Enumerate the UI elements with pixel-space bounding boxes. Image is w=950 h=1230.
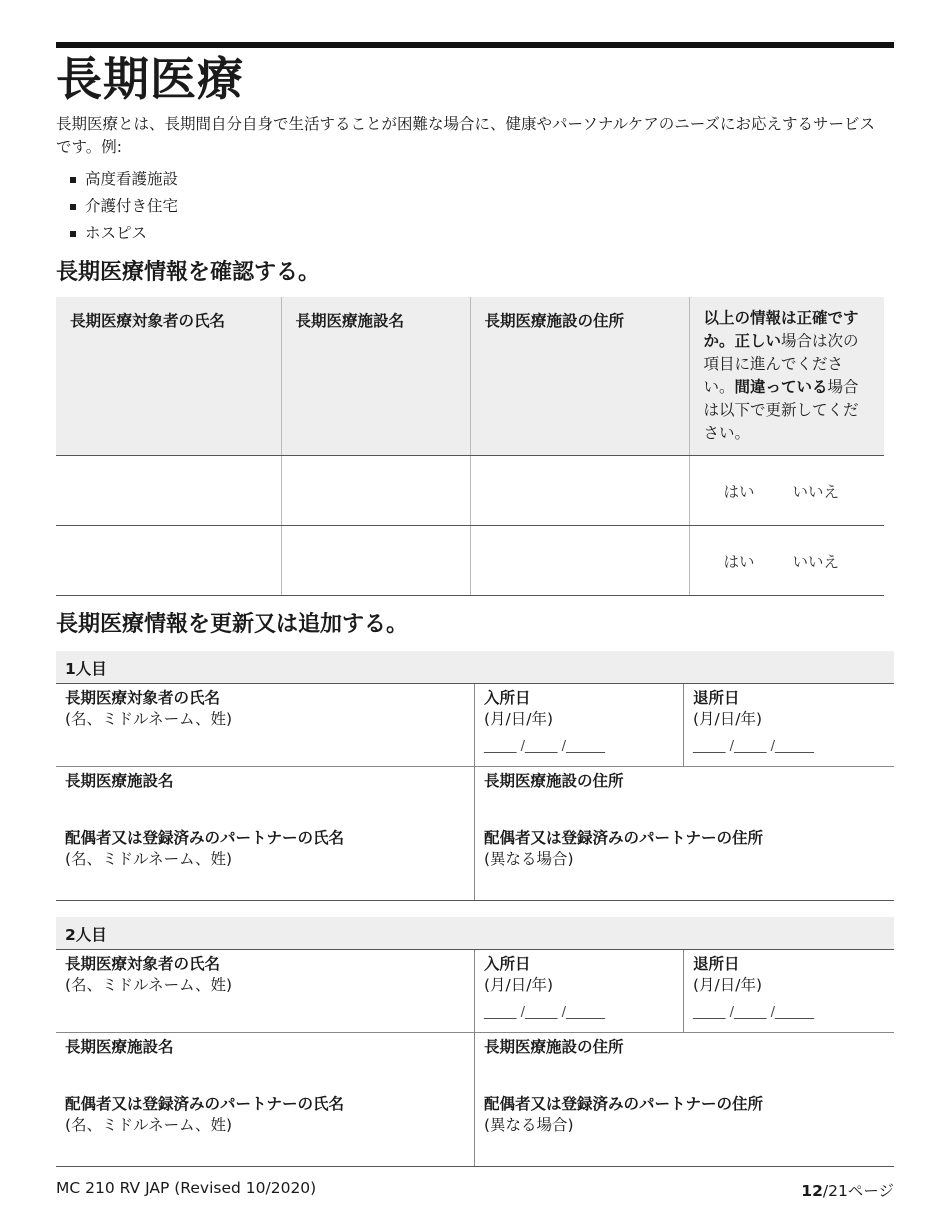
confirm-text-1: 場合は次の項目に進んでください。 [703,332,859,396]
facility-name-field[interactable] [56,767,475,824]
person-label: 2人目 [56,917,894,950]
field-label: 退所日 [693,689,740,707]
field-hint: (名、ミドルネーム、姓) [65,1116,233,1134]
admission-date-field[interactable] [475,684,684,766]
person-label: 1人目 [56,651,894,684]
column-header: 長期医療施設の住所 [470,297,689,456]
person-block-1 [56,651,894,901]
yes-no-cell [689,456,884,526]
field-label: 配偶者又は登録済みのパートナーの住所 [484,1095,764,1113]
discharge-date-field[interactable] [684,684,894,766]
update-heading: 長期医療情報を更新又は追加する。 [56,612,409,637]
list-item: ホスピス [70,220,178,247]
field-hint: (異なる場合) [484,850,574,868]
field-hint: (名、ミドルネーム、姓) [65,710,233,728]
field-label: 長期医療施設の住所 [484,772,624,790]
date-blank: _____ /_____ /______ [693,739,815,754]
yes-option[interactable]: はい [723,552,755,571]
field-hint: (月/日/年) [693,710,763,728]
name-cell[interactable] [56,456,281,526]
confirm-bold-2: 間違っている [734,378,828,396]
facility-name-field[interactable] [56,1033,475,1090]
yes-no-cell [689,526,884,596]
column-header: 長期医療施設名 [281,297,470,456]
spouse-name-field[interactable] [56,1090,475,1167]
no-option[interactable]: いいえ [792,482,840,501]
form-id: MC 210 RV JAP (Revised 10/2020) [56,1179,317,1197]
facility-name-cell[interactable] [281,526,470,596]
field-hint: (名、ミドルネーム、姓) [65,976,233,994]
facility-address-field[interactable] [475,767,894,824]
field-label: 長期医療対象者の氏名 [65,955,221,973]
no-option[interactable]: いいえ [792,552,840,571]
page-title: 長期医療 [56,52,244,106]
review-table [56,297,884,596]
list-item: 高度看護施設 [70,166,178,193]
field-label: 入所日 [484,955,531,973]
field-label: 配偶者又は登録済みのパートナーの氏名 [65,1095,345,1113]
page-current: 12 [801,1182,823,1200]
table-row [56,456,884,526]
spouse-address-field[interactable] [475,824,894,900]
confirm-text-2: 場合は以下で更新してください。 [703,378,859,442]
person-name-field[interactable] [56,950,475,1032]
column-header-confirm [689,297,884,456]
field-label: 配偶者又は登録済みのパートナーの住所 [484,829,764,847]
page-total: /21ページ [822,1182,894,1200]
page-number [801,1179,894,1201]
column-header: 長期医療対象者の氏名 [56,297,281,456]
example-list [70,166,178,247]
list-item: 介護付き住宅 [70,193,178,220]
field-label: 長期医療施設の住所 [484,1038,624,1056]
spouse-name-field[interactable] [56,824,475,900]
page-footer [56,1166,894,1201]
date-blank: _____ /_____ /______ [484,739,606,754]
field-hint: (月/日/年) [693,976,763,994]
table-row [56,526,884,596]
field-hint: (名、ミドルネーム、姓) [65,850,233,868]
field-label: 退所日 [693,955,740,973]
name-cell[interactable] [56,526,281,596]
facility-name-cell[interactable] [281,456,470,526]
field-label: 入所日 [484,689,531,707]
person-block-2 [56,917,894,1167]
spouse-address-field[interactable] [475,1090,894,1167]
review-heading: 長期医療情報を確認する。 [56,260,321,285]
top-rule [56,42,894,48]
field-label: 長期医療施設名 [65,1038,174,1056]
admission-date-field[interactable] [475,950,684,1032]
facility-address-cell[interactable] [470,526,689,596]
discharge-date-field[interactable] [684,950,894,1032]
field-hint: (月/日/年) [484,710,554,728]
table-header-row [56,297,884,456]
field-hint: (月/日/年) [484,976,554,994]
field-hint: (異なる場合) [484,1116,574,1134]
date-blank: _____ /_____ /______ [693,1005,815,1020]
facility-address-cell[interactable] [470,456,689,526]
field-label: 長期医療施設名 [65,772,174,790]
person-name-field[interactable] [56,684,475,766]
intro-text: 長期医療とは、長期間自分自身で生活することが困難な場合に、健康やパーソナルケアのニーズにお応えするサービスです。例: [56,115,876,156]
field-label: 長期医療対象者の氏名 [65,689,221,707]
yes-option[interactable]: はい [723,482,755,501]
facility-address-field[interactable] [475,1033,894,1090]
date-blank: _____ /_____ /______ [484,1005,606,1020]
field-label: 配偶者又は登録済みのパートナーの氏名 [65,829,345,847]
confirm-bold-1: 以上の情報は正確ですか。正しい [703,309,859,350]
